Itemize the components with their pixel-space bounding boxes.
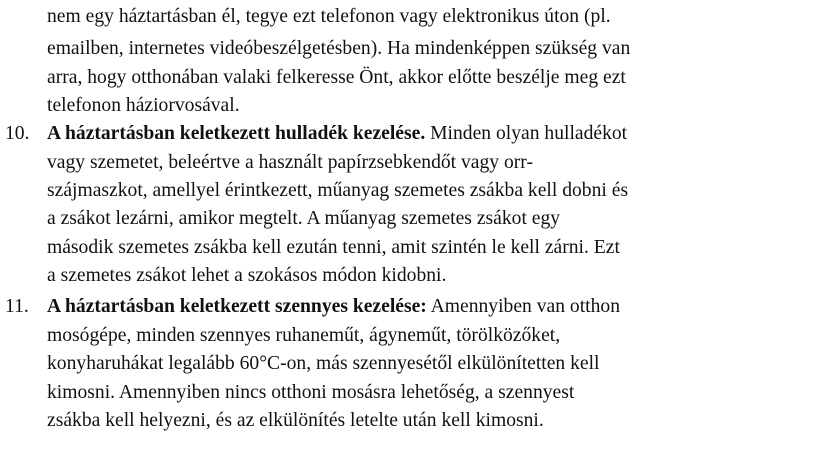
item-10-number: 10. — [5, 123, 30, 144]
item-10-line-5: második szemetes zsákba kell ezután tenni, amit szintén le kell zárni. Ezt — [47, 237, 620, 258]
item-10-line-4: a zsákot lezárni, amikor megtelt. A műanyag szemetes zsákot egy — [47, 208, 561, 229]
item-11-line-2: mosógépe, minden szennyes ruhaneműt, ágyneműt, törölközőket, — [47, 325, 561, 346]
intro-line-3: arra, hogy otthonában valaki felkeresse Önt, akkor előtte beszélje meg ezt — [47, 67, 626, 88]
item-10-first-line-rest: Minden olyan hulladékot — [425, 123, 628, 144]
item-11-line-3: konyharuhákat legalább 60°C-on, más szennyesétől elkülönítetten kell — [47, 353, 600, 374]
item-10-line-2: vagy szemetet, beleértve a használt papírzsebkendőt vagy orr- — [47, 152, 533, 173]
item-11-first-line — [47, 295, 620, 319]
item-10-line-3: szájmaszkot, amellyel érintkezett, műanyag szemetes zsákba kell dobni és — [47, 180, 629, 201]
item-10-heading: A háztartásban keletkezett hulladék kezelése. — [47, 123, 426, 144]
intro-line-1: nem egy háztartásban él, tegye ezt telefonon vagy elektronikus úton (pl. — [47, 6, 611, 27]
intro-line-2: emailben, internetes videóbeszélgetésben). Ha mindenképpen szükség van — [47, 38, 631, 59]
item-11-first-line-rest: Amennyiben van otthon — [426, 296, 621, 317]
item-10-line-6: a szemetes zsákot lehet a szokásos módon kidobni. — [47, 265, 447, 286]
intro-line-4: telefonon háziorvosával. — [47, 95, 240, 116]
item-11-number: 11. — [5, 296, 29, 317]
item-11-line-4: kimosni. Amennyiben nincs otthoni mosásra lehetőség, a szennyest — [47, 382, 575, 403]
item-11-line-5: zsákba kell helyezni, és az elkülönítés letelte után kell kimosni. — [47, 410, 544, 431]
item-10-first-line — [47, 122, 627, 146]
item-11-heading: A háztartásban keletkezett szennyes kezelése: — [47, 296, 427, 317]
